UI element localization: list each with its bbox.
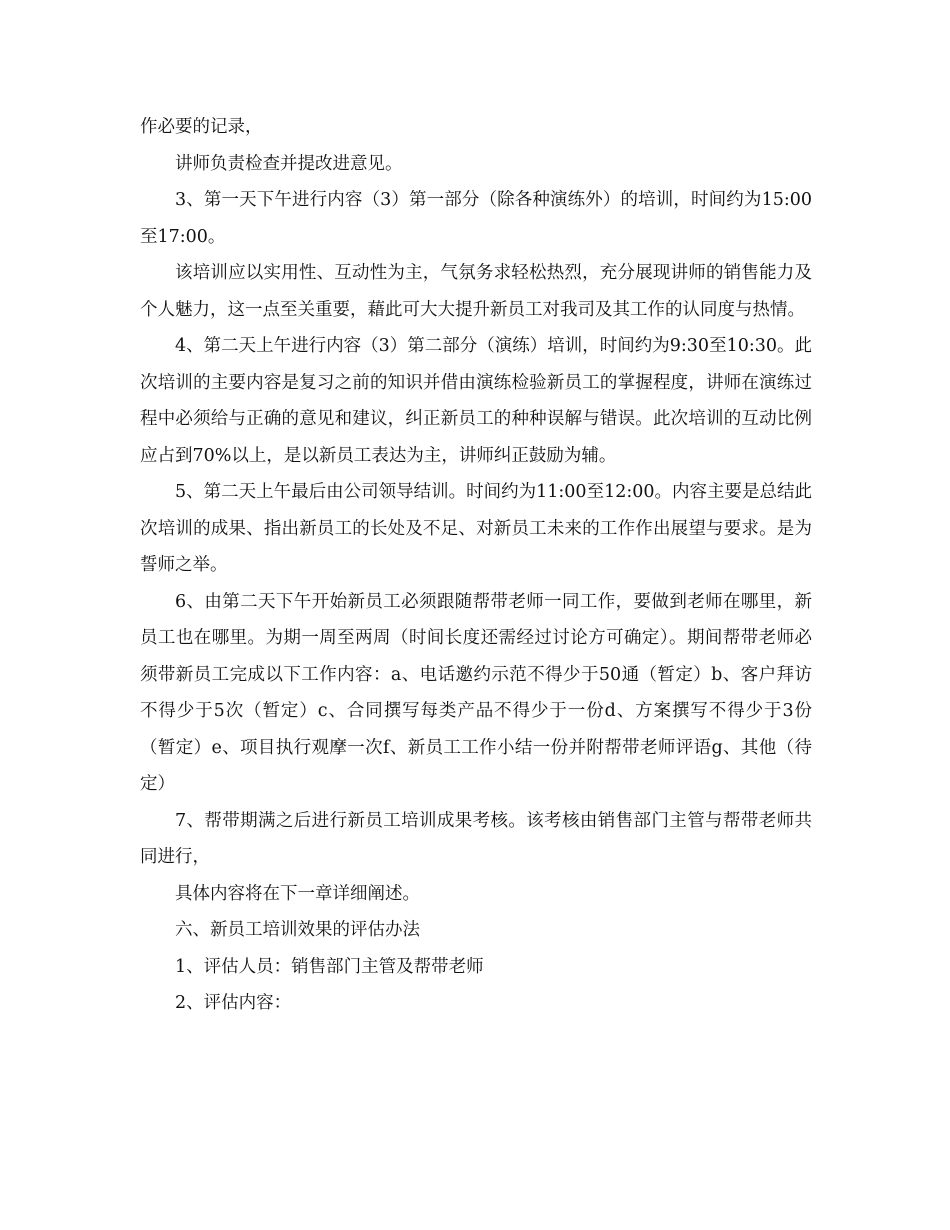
paragraph-instructor-review: 讲师负责检查并提改进意见。: [175, 153, 403, 174]
paragraph-evaluators: 1、评估人员：销售部门主管及帮带老师: [175, 956, 484, 977]
paragraph-step-3: 3、第一天下午进行内容（3）第一部分（除各种演练外）的培训，时间约为15:00至17:00。: [140, 190, 812, 247]
paragraph-record-continuation: 作必要的记录，: [140, 117, 263, 137]
paragraph-step-5: 5、第二天上午最后由公司领导结训。时间约为11:00至12:00。内容主要是总结此次培训的成果、指出新员工的长处及不足、对新员工未来的工作作出展望与要求。是为誓师之举。: [140, 482, 812, 575]
paragraph-step-7: 7、帮带期满之后进行新员工培训成果考核。该考核由销售部门主管与帮带老师共同进行，: [140, 810, 812, 867]
paragraph-step-6: 6、由第二天下午开始新员工必须跟随帮带老师一同工作，要做到老师在哪里，新员工也在哪里。为期一周至两周（时间长度还需经过讨论方可确定）。期间帮带老师必须带新员工完成以下工作内容：a、电话邀约示范不得少于50通（暂定）b、客户拜访不得少于5次（暂定）c、合同撰写每类产品不得少于一份d、方案撰写不得少于3份（暂定）e、项目执行观摩一次f、新员工工作小结一份并附帮带老师评语g、其他（待定）: [140, 591, 812, 794]
paragraph-step-4: 4、第二天上午进行内容（3）第二部分（演练）培训，时间约为9:30至10:30。此次培训的主要内容是复习之前的知识并借由演练检验新员工的掌握程度，讲师在演练过程中必须给与正确的意见和建议，纠正新员工的种种误解与错误。此次培训的互动比例应占到70%以上，是以新员工表达为主，讲师纠正鼓励为辅。: [140, 336, 812, 466]
document-body: [140, 109, 812, 1022]
paragraph-training-style: 该培训应以实用性、互动性为主，气氛务求轻松热烈，充分展现讲师的销售能力及个人魅力，这一点至关重要，藉此可大大提升新员工对我司及其工作的认同度与热情。: [140, 263, 812, 320]
paragraph-evaluation-content: 2、评估内容：: [175, 993, 292, 1013]
paragraph-next-chapter: 具体内容将在下一章详细阐述。: [175, 883, 420, 904]
section-heading-evaluation: 六、新员工培训效果的评估办法: [175, 920, 420, 940]
